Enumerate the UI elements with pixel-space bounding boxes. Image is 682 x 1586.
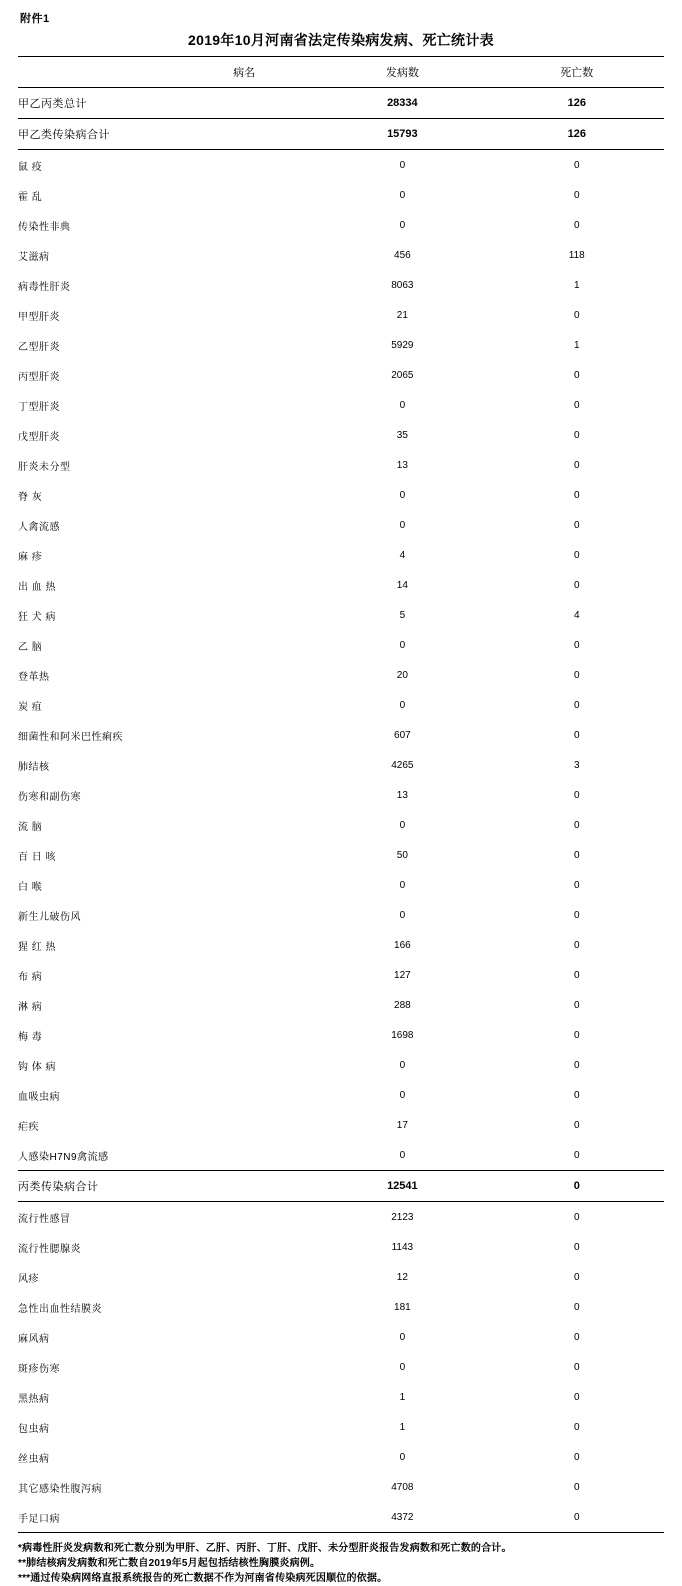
table-row [18,600,664,630]
disease-name: 出 血 热 [18,581,57,593]
table-row [18,690,664,720]
case-count: 50 [396,849,408,861]
case-count: 28334 [315,88,489,119]
disease-name: 脊 灰 [18,491,43,503]
disease-name: 乙 脑 [18,641,43,653]
death-count: 0 [574,369,580,381]
death-count: 0 [574,159,580,171]
case-count: 0 [399,1451,406,1463]
page-title: 2019年10月河南省法定传染病发病、死亡统计表 [188,32,494,48]
death-count: 0 [574,699,580,711]
death-count: 0 [574,399,580,411]
death-count: 0 [574,639,580,651]
disease-name: 流行性感冒 [18,1213,71,1225]
disease-name: 麻 疹 [18,551,43,563]
disease-name: 新生儿破伤风 [18,911,81,923]
case-count: 166 [394,939,411,951]
case-count: 1 [399,1391,406,1403]
death-count: 0 [574,909,580,921]
death-count: 0 [574,669,580,681]
death-count: 0 [574,1271,580,1283]
table-row [18,660,664,690]
death-count: 0 [574,729,580,741]
table-row [18,870,664,900]
case-count: 0 [399,1331,406,1343]
case-count: 4372 [315,1502,489,1533]
disease-name: 钩 体 病 [18,1061,57,1073]
table-row [18,840,664,870]
table-row [18,150,664,181]
death-count: 0 [574,519,580,531]
disease-name: 猩 红 热 [18,941,57,953]
case-count: 0 [399,519,406,531]
case-count: 0 [399,489,406,501]
disease-name: 丙型肝炎 [18,371,60,383]
death-count: 0 [574,549,580,561]
table-row [18,570,664,600]
table-row [18,960,664,990]
disease-name: 霍 乱 [18,191,43,203]
case-count: 2123 [391,1211,414,1223]
table-row [18,360,664,390]
disease-name: 疟疾 [18,1121,39,1133]
disease-name: 甲乙类传染病合计 [18,119,315,150]
disease-name: 丝虫病 [18,1453,50,1465]
disease-name: 鼠 疫 [18,161,43,173]
disease-name: 梅 毒 [18,1031,43,1043]
death-count: 1 [574,279,580,291]
case-count: 13 [396,459,408,471]
table-row [18,480,664,510]
table-row [18,1080,664,1110]
case-count: 12541 [315,1171,489,1202]
disease-name: 病毒性肝炎 [18,281,71,293]
death-count: 0 [574,1391,580,1403]
disease-name: 布 病 [18,971,43,983]
death-count: 0 [574,579,580,591]
disease-name: 细菌性和阿米巴性痢疾 [18,731,123,743]
case-count: 181 [394,1301,411,1313]
table-row [18,810,664,840]
death-count: 0 [574,1119,580,1131]
table-row [18,1502,664,1533]
case-count: 35 [396,429,408,441]
disease-name: 人感染H7N9禽流感 [18,1151,109,1163]
table-row [18,390,664,420]
table-row [18,1352,664,1382]
case-count: 15793 [315,119,489,150]
death-count: 126 [490,88,664,119]
disease-name: 丙类传染病合计 [18,1171,315,1202]
table-row [18,210,664,240]
disease-name: 流 脑 [18,821,43,833]
case-count: 12 [396,1271,408,1283]
column-header-deaths: 死亡数 [490,57,664,88]
table-row [18,1110,664,1140]
case-count: 0 [399,159,406,171]
disease-name: 白 喉 [18,881,43,893]
table-row [18,1020,664,1050]
disease-name: 风疹 [18,1273,39,1285]
death-count: 0 [574,1361,580,1373]
table-row [18,450,664,480]
case-count: 1143 [391,1241,414,1253]
table-row [18,180,664,210]
table-row [18,990,664,1020]
case-count: 5929 [391,339,414,351]
case-count: 0 [399,909,406,921]
table-row [18,900,664,930]
case-count: 4265 [391,759,414,771]
disease-name: 淋 病 [18,1001,43,1013]
death-count: 0 [574,1029,580,1041]
table-row [18,1382,664,1412]
table-row [18,1442,664,1472]
case-count: 0 [399,399,406,411]
case-count: 1698 [391,1029,414,1041]
death-count: 0 [574,1451,580,1463]
death-count: 0 [574,1481,580,1493]
death-count: 0 [574,1301,580,1313]
table-row [18,780,664,810]
table-row [18,119,664,150]
case-count: 17 [396,1119,408,1131]
table-row [18,1412,664,1442]
case-count: 0 [399,1149,406,1161]
disease-name: 其它感染性腹泻病 [18,1483,102,1495]
death-count: 3 [574,759,580,771]
table-row [18,630,664,660]
table-row [18,930,664,960]
table-row [18,720,664,750]
case-count: 14 [396,579,408,591]
table-row [18,240,664,270]
case-count: 0 [399,189,406,201]
footnote-1: *病毒性肝炎发病数和死亡数分别为甲肝、乙肝、丙肝、丁肝、戊肝、未分型肝炎报告发病数和死亡数的合计。 [18,1543,512,1554]
disease-name: 黑热病 [18,1393,50,1405]
case-count: 4708 [391,1481,414,1493]
table-body [18,88,664,1533]
table-row [18,540,664,570]
case-count: 21 [396,309,408,321]
table-row [18,1202,664,1233]
case-count: 0 [399,699,406,711]
case-count: 0 [399,1361,406,1373]
case-count: 2065 [391,369,414,381]
death-count: 0 [490,1502,664,1533]
death-count: 126 [490,119,664,150]
case-count: 127 [394,969,411,981]
table-row [18,300,664,330]
table-row [18,1472,664,1502]
death-count: 0 [574,939,580,951]
table-row [18,88,664,119]
death-count: 0 [574,459,580,471]
case-count: 4 [399,549,406,561]
death-count: 0 [574,1149,580,1161]
death-count: 0 [574,1331,580,1343]
disease-name: 甲乙丙类总计 [18,88,315,119]
disease-name: 炭 疽 [18,701,43,713]
death-count: 4 [574,609,580,621]
disease-name: 流行性腮腺炎 [18,1243,81,1255]
disease-name: 乙型肝炎 [18,341,60,353]
table-row [18,510,664,540]
disease-name: 登革热 [18,671,50,683]
death-count: 0 [574,999,580,1011]
table-row [18,1292,664,1322]
case-count: 0 [399,1089,406,1101]
column-header-name: 病名 [18,57,315,88]
disease-name: 伤寒和副伤寒 [18,791,81,803]
footnote-2: **肺结核病发病数和死亡数自2019年5月起包括结核性胸膜炎病例。 [18,1558,321,1569]
disease-name: 人禽流感 [18,521,60,533]
disease-name: 狂 犬 病 [18,611,57,623]
disease-name: 艾滋病 [18,251,50,263]
death-count: 0 [490,1171,664,1202]
death-count: 0 [574,1421,580,1433]
death-count: 0 [574,429,580,441]
death-count: 0 [574,789,580,801]
death-count: 0 [574,489,580,501]
table-row [18,750,664,780]
case-count: 5 [399,609,406,621]
disease-name: 传染性非典 [18,221,71,233]
death-count: 0 [574,1211,580,1223]
footnotes [18,1541,664,1586]
disease-name: 麻风病 [18,1333,50,1345]
case-count: 0 [399,1059,406,1071]
table-row [18,1171,664,1202]
death-count: 0 [574,189,580,201]
death-count: 0 [574,819,580,831]
disease-name: 血吸虫病 [18,1091,60,1103]
case-count: 8063 [391,279,414,291]
case-count: 456 [394,249,411,261]
disease-name: 斑疹伤寒 [18,1363,60,1375]
case-count: 607 [394,729,411,741]
disease-name: 戊型肝炎 [18,431,60,443]
column-header-cases: 发病数 [315,57,489,88]
table-row [18,270,664,300]
disease-name: 甲型肝炎 [18,311,60,323]
death-count: 0 [574,1059,580,1071]
death-count: 0 [574,1089,580,1101]
table-row [18,1322,664,1352]
disease-name: 百 日 咳 [18,851,57,863]
table-row [18,420,664,450]
disease-name: 包虫病 [18,1423,50,1435]
table-row [18,1140,664,1171]
case-count: 1 [399,1421,406,1433]
table-row [18,1232,664,1262]
case-count: 0 [399,819,406,831]
disease-name: 肝炎未分型 [18,461,71,473]
table-row [18,330,664,360]
table-row [18,1262,664,1292]
death-count: 0 [574,969,580,981]
death-count: 0 [574,849,580,861]
table-header-row [18,57,664,88]
death-count: 1 [574,339,580,351]
table-row [18,1050,664,1080]
death-count: 0 [574,309,580,321]
death-count: 0 [574,879,580,891]
disease-name: 手足口病 [18,1502,315,1533]
footnote-3: ***通过传染病网络直报系统报告的死亡数据不作为河南省传染病死因顺位的依据。 [18,1573,388,1584]
case-count: 288 [394,999,411,1011]
case-count: 0 [399,879,406,891]
death-count: 0 [574,1241,580,1253]
case-count: 0 [399,639,406,651]
death-count: 0 [574,219,580,231]
attachment-label: 附件1 [20,13,50,25]
statistics-table [18,56,664,1533]
case-count: 13 [396,789,408,801]
death-count: 118 [568,249,585,261]
disease-name: 肺结核 [18,761,50,773]
disease-name: 丁型肝炎 [18,401,60,413]
case-count: 0 [399,219,406,231]
case-count: 20 [396,669,408,681]
disease-name: 急性出血性结膜炎 [18,1303,102,1315]
